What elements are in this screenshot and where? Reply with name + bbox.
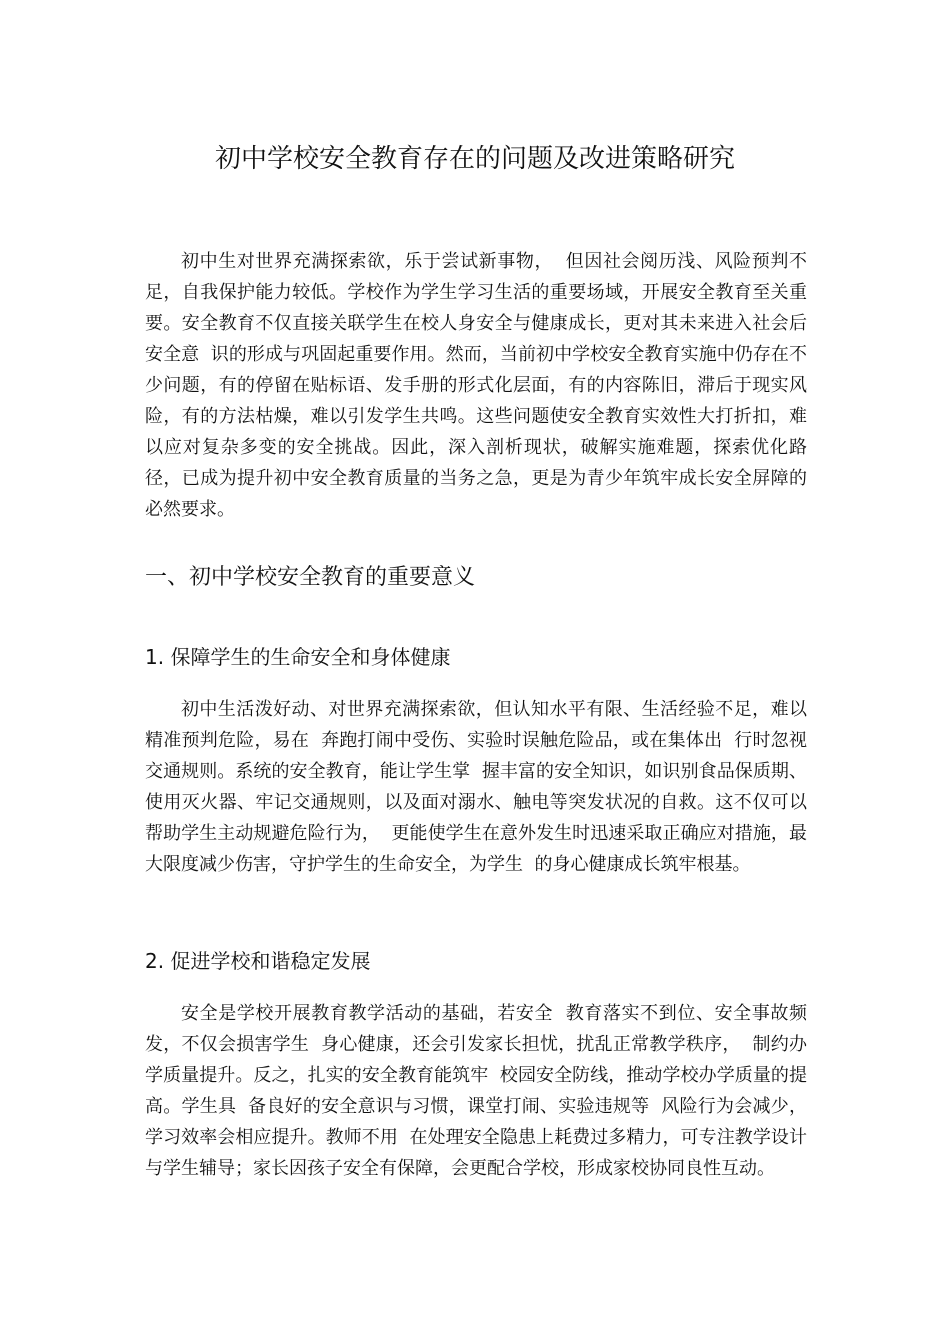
subsection-2-heading: 2. 促进学校和谐稳定发展 — [145, 949, 371, 973]
subsection-1-heading: 1. 保障学生的生命安全和身体健康 — [145, 645, 451, 669]
intro-paragraph: 初中生对世界充满探索欲，乐于尝试新事物， 但因社会阅历浅、风险预判不足，自我保护能力较低。学校作为学生学习生活的重要场域，开展安全教育至关重要。安全教育不仅直接关联学生在校人身安全与健康成长，更对其未来进入社会后安全意 识的形成与巩固起重要作用。然而，当前初中学校安全教育实施中仍存在不少问题，有的停留在贴标语、发手册的形式化层面，有的内容陈旧，滞后于现实风险，有的方法枯燥，难以引发学生共鸣。这些问题使安全教育实效性大打折扣，难以应对复杂多变的安全挑战。因此，深入剖析现状，破解实施难题，探索优化路径，已成为提升初中安全教育质量的当务之急，更是为青少年筑牢成长安全屏障的必然要求。 — [145, 251, 807, 520]
document-title: 初中学校安全教育存在的问题及改进策略研究 — [214, 144, 735, 174]
subsection-2-paragraph: 安全是学校开展教育教学活动的基础，若安全 教育落实不到位、安全事故频发，不仅会损害学生 身心健康，还会引发家长担忧，扰乱正常教学秩序， 制约办学质量提升。反之，扎实的安全教育能筑牢 校园安全防线，推动学校办学质量的提高。学生具 备良好的安全意识与习惯，课堂打闹、实验违规等 风险行为会减少，学习效率会相应提升。教师不用 在处理安全隐患上耗费过多精力，可专注教学设计 与学生辅导；家长因孩子安全有保障，会更配合学校，形成家校协同良性互动。 — [145, 1003, 819, 1179]
section-1-heading: 一、初中学校安全教育的重要意义 — [145, 565, 476, 590]
subsection-1-paragraph: 初中生活泼好动、对世界充满探索欲，但认知水平有限、生活经验不足，难以精准预判危险，易在 奔跑打闹中受伤、实验时误触危险品，或在集体出 行时忽视交通规则。系统的安全教育，能让学生掌 握丰富的安全知识，如识别食品保质期、使用灭火器、牢记交通规则，以及面对溺水、触电等突发状况的自救。这不仅可以帮助学生主动规避危险行为， 更能使学生在意外发生时迅速采取正确应对措施，最大限度减少伤害，守护学生的生命安全，为学生 的身心健康成长筑牢根基。 — [145, 699, 807, 875]
